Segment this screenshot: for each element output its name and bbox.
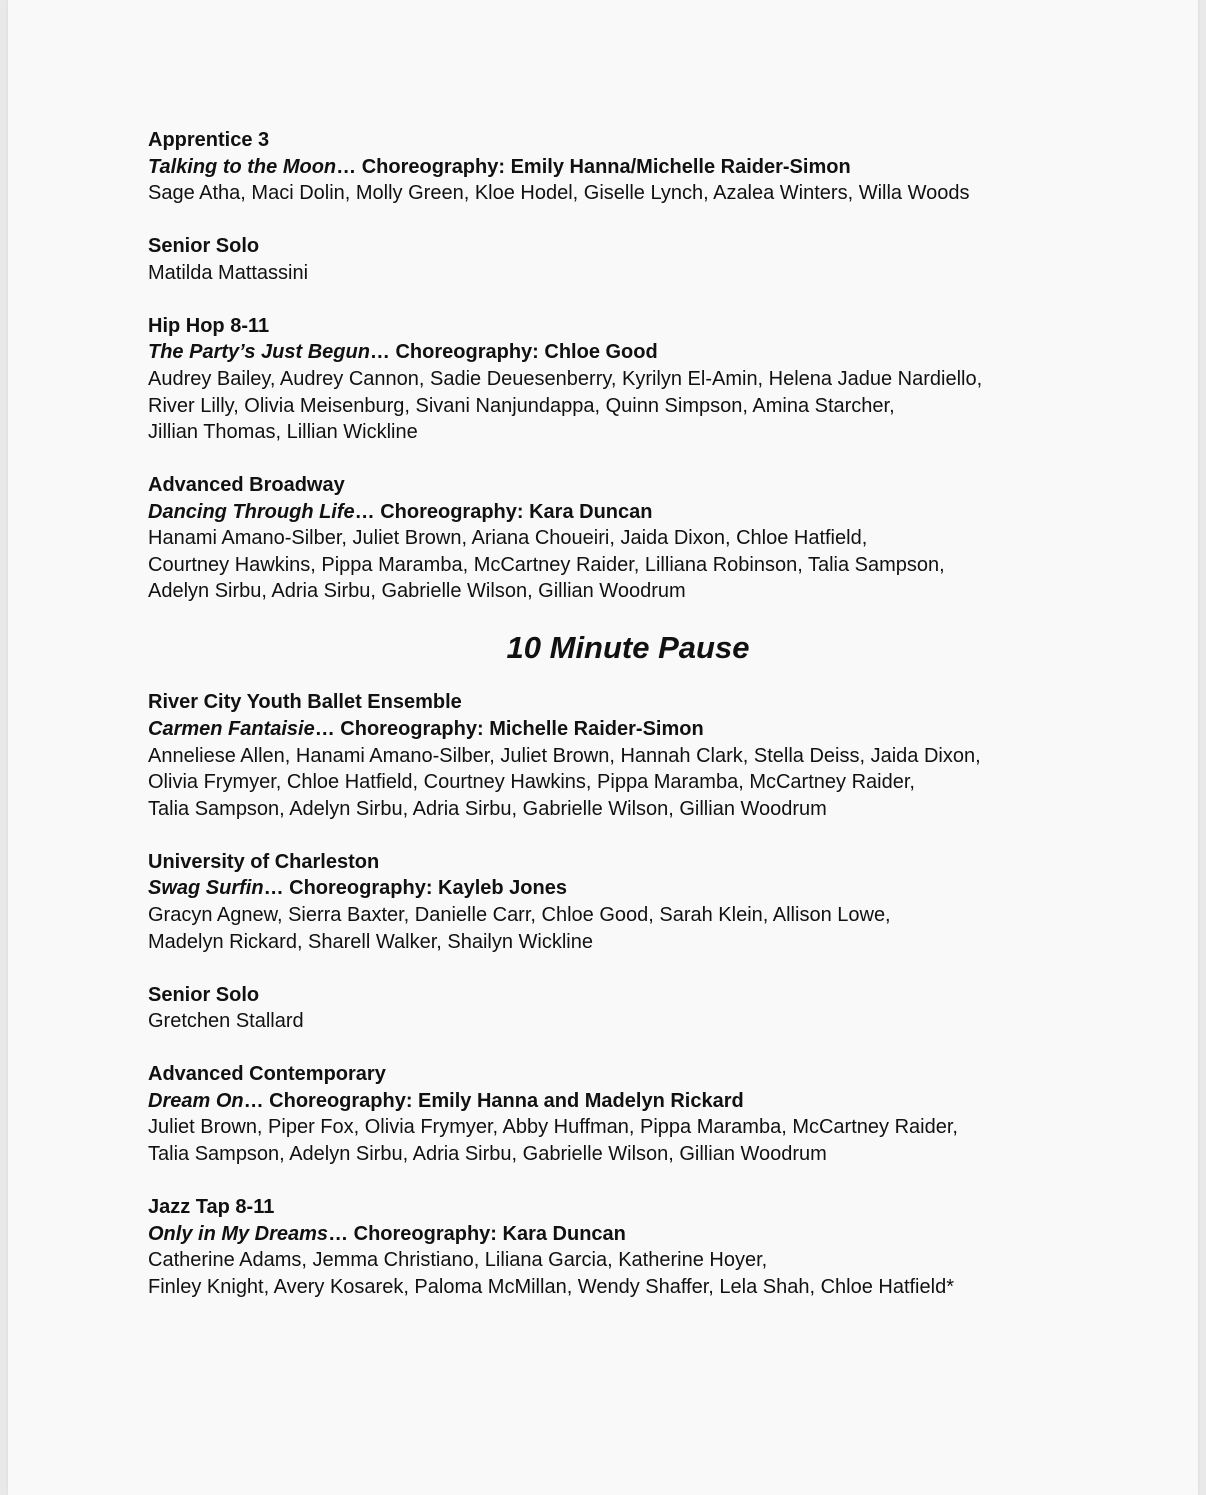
dancer-line: Hanami Amano-Silber, Juliet Brown, Ariana Choueiri, Jaida Dixon, Chloe Hatfield, [148,527,868,550]
piece-title: Carmen Fantaisie [148,718,315,741]
piece-separator: … [243,1089,270,1112]
piece-line [148,716,1108,743]
dancer-line: Gracyn Agnew, Sierra Baxter, Danielle Carr, Chloe Good, Sarah Klein, Allison Lowe, [148,904,891,927]
item-heading: Senior Solo [148,983,260,1006]
dancer-line: Juliet Brown, Piper Fox, Olivia Frymyer, Abby Huffman, Pippa Maramba, McCartney Raider, [148,1116,958,1139]
dancer-list [148,260,1108,287]
dancer-line: Finley Knight, Avery Kosarek, Paloma McMillan, Wendy Shaffer, Lela Shah, Chloe Hatfield* [148,1275,954,1298]
choreography-credit: Choreography: Chloe Good [395,341,658,364]
choreography-credit: Choreography: Emily Hanna/Michelle Raider-Simon [361,155,851,178]
choreography-credit: Choreography: Michelle Raider-Simon [340,718,704,741]
item-heading: River City Youth Ballet Ensemble [148,691,462,714]
dancer-line: Anneliese Allen, Hanami Amano-Silber, Juliet Brown, Hannah Clark, Stella Deiss, Jaida Dixon, [148,744,981,767]
dancer-line: Matilda Mattassini [148,261,309,284]
dancer-line: Olivia Frymyer, Chloe Hatfield, Courtney Hawkins, Pippa Maramba, McCartney Raider, [148,771,915,794]
document-page [8,0,1198,1495]
piece-separator: … [314,718,341,741]
program-item [148,1194,1108,1300]
program-item [148,1061,1108,1167]
dancer-list [148,1247,1108,1300]
dancer-line: Catherine Adams, Jemma Christiano, Liliana Garcia, Katherine Hoyer, [148,1249,768,1272]
program-item [148,472,1108,605]
dancer-list [148,366,1108,446]
choreography-credit: Choreography: Emily Hanna and Madelyn Rickard [269,1089,744,1112]
piece-line [148,154,1108,181]
dancer-line: Gretchen Stallard [148,1010,304,1033]
program-item [148,689,1108,822]
program-item [148,233,1108,286]
dancer-line: Jillian Thomas, Lillian Wickline [148,421,418,444]
choreography-credit: Choreography: Kayleb Jones [289,877,567,900]
dancer-list [148,180,1108,207]
choreography-credit: Choreography: Kara Duncan [380,500,653,523]
intermission-heading: 10 Minute Pause [506,630,750,666]
piece-separator: … [328,1222,354,1245]
dancer-line: Audrey Bailey, Audrey Cannon, Sadie Deuesenberry, Kyrilyn El-Amin, Helena Jadue Nardiello, [148,367,983,390]
piece-line [148,1221,1108,1248]
dancer-list [148,525,1108,605]
piece-line [148,499,1108,526]
piece-separator: … [263,877,290,900]
dancer-list [148,743,1108,823]
piece-line [148,875,1108,902]
dancer-line: Madelyn Rickard, Sharell Walker, Shailyn Wickline [148,930,593,953]
choreography-credit: Choreography: Kara Duncan [353,1222,626,1245]
program-item [148,849,1108,955]
piece-line [148,339,1108,366]
piece-separator: … [369,341,396,364]
item-heading: Apprentice 3 [148,129,270,151]
item-heading: Senior Solo [148,235,260,258]
piece-separator: … [336,155,362,178]
dancer-list [148,1008,1108,1035]
dancer-list [148,902,1108,955]
dancer-line: Talia Sampson, Adelyn Sirbu, Adria Sirbu, Gabrielle Wilson, Gillian Woodrum [148,1142,827,1165]
piece-title: The Party’s Just Begun [148,341,370,364]
dancer-list [148,1114,1108,1167]
piece-line [148,1088,1108,1115]
piece-title: Only in My Dreams [148,1222,329,1245]
program-content [148,127,1108,1300]
program-item [148,127,1108,207]
item-heading: Advanced Contemporary [148,1063,386,1086]
dancer-line: Courtney Hawkins, Pippa Maramba, McCartney Raider, Lilliana Robinson, Talia Sampson, [148,553,945,576]
program-item [148,982,1108,1035]
program-item [148,313,1108,446]
piece-title: Talking to the Moon [148,155,337,178]
dancer-line: Sage Atha, Maci Dolin, Molly Green, Kloe Hodel, Giselle Lynch, Azalea Winters, Willa Woods [148,182,970,205]
item-heading: Jazz Tap 8-11 [148,1195,275,1218]
item-heading: University of Charleston [148,850,380,873]
dancer-line: Talia Sampson, Adelyn Sirbu, Adria Sirbu, Gabrielle Wilson, Gillian Woodrum [148,797,827,820]
piece-title: Dream On [148,1089,244,1112]
dancer-line: River Lilly, Olivia Meisenburg, Sivani Nanjundappa, Quinn Simpson, Amina Starcher, [148,394,895,417]
piece-separator: … [354,500,381,523]
piece-title: Dancing Through Life [148,500,355,523]
item-heading: Hip Hop 8-11 [148,314,270,337]
piece-title: Swag Surfin [148,877,264,900]
item-heading: Advanced Broadway [148,474,345,497]
dancer-line: Adelyn Sirbu, Adria Sirbu, Gabrielle Wilson, Gillian Woodrum [148,580,686,603]
